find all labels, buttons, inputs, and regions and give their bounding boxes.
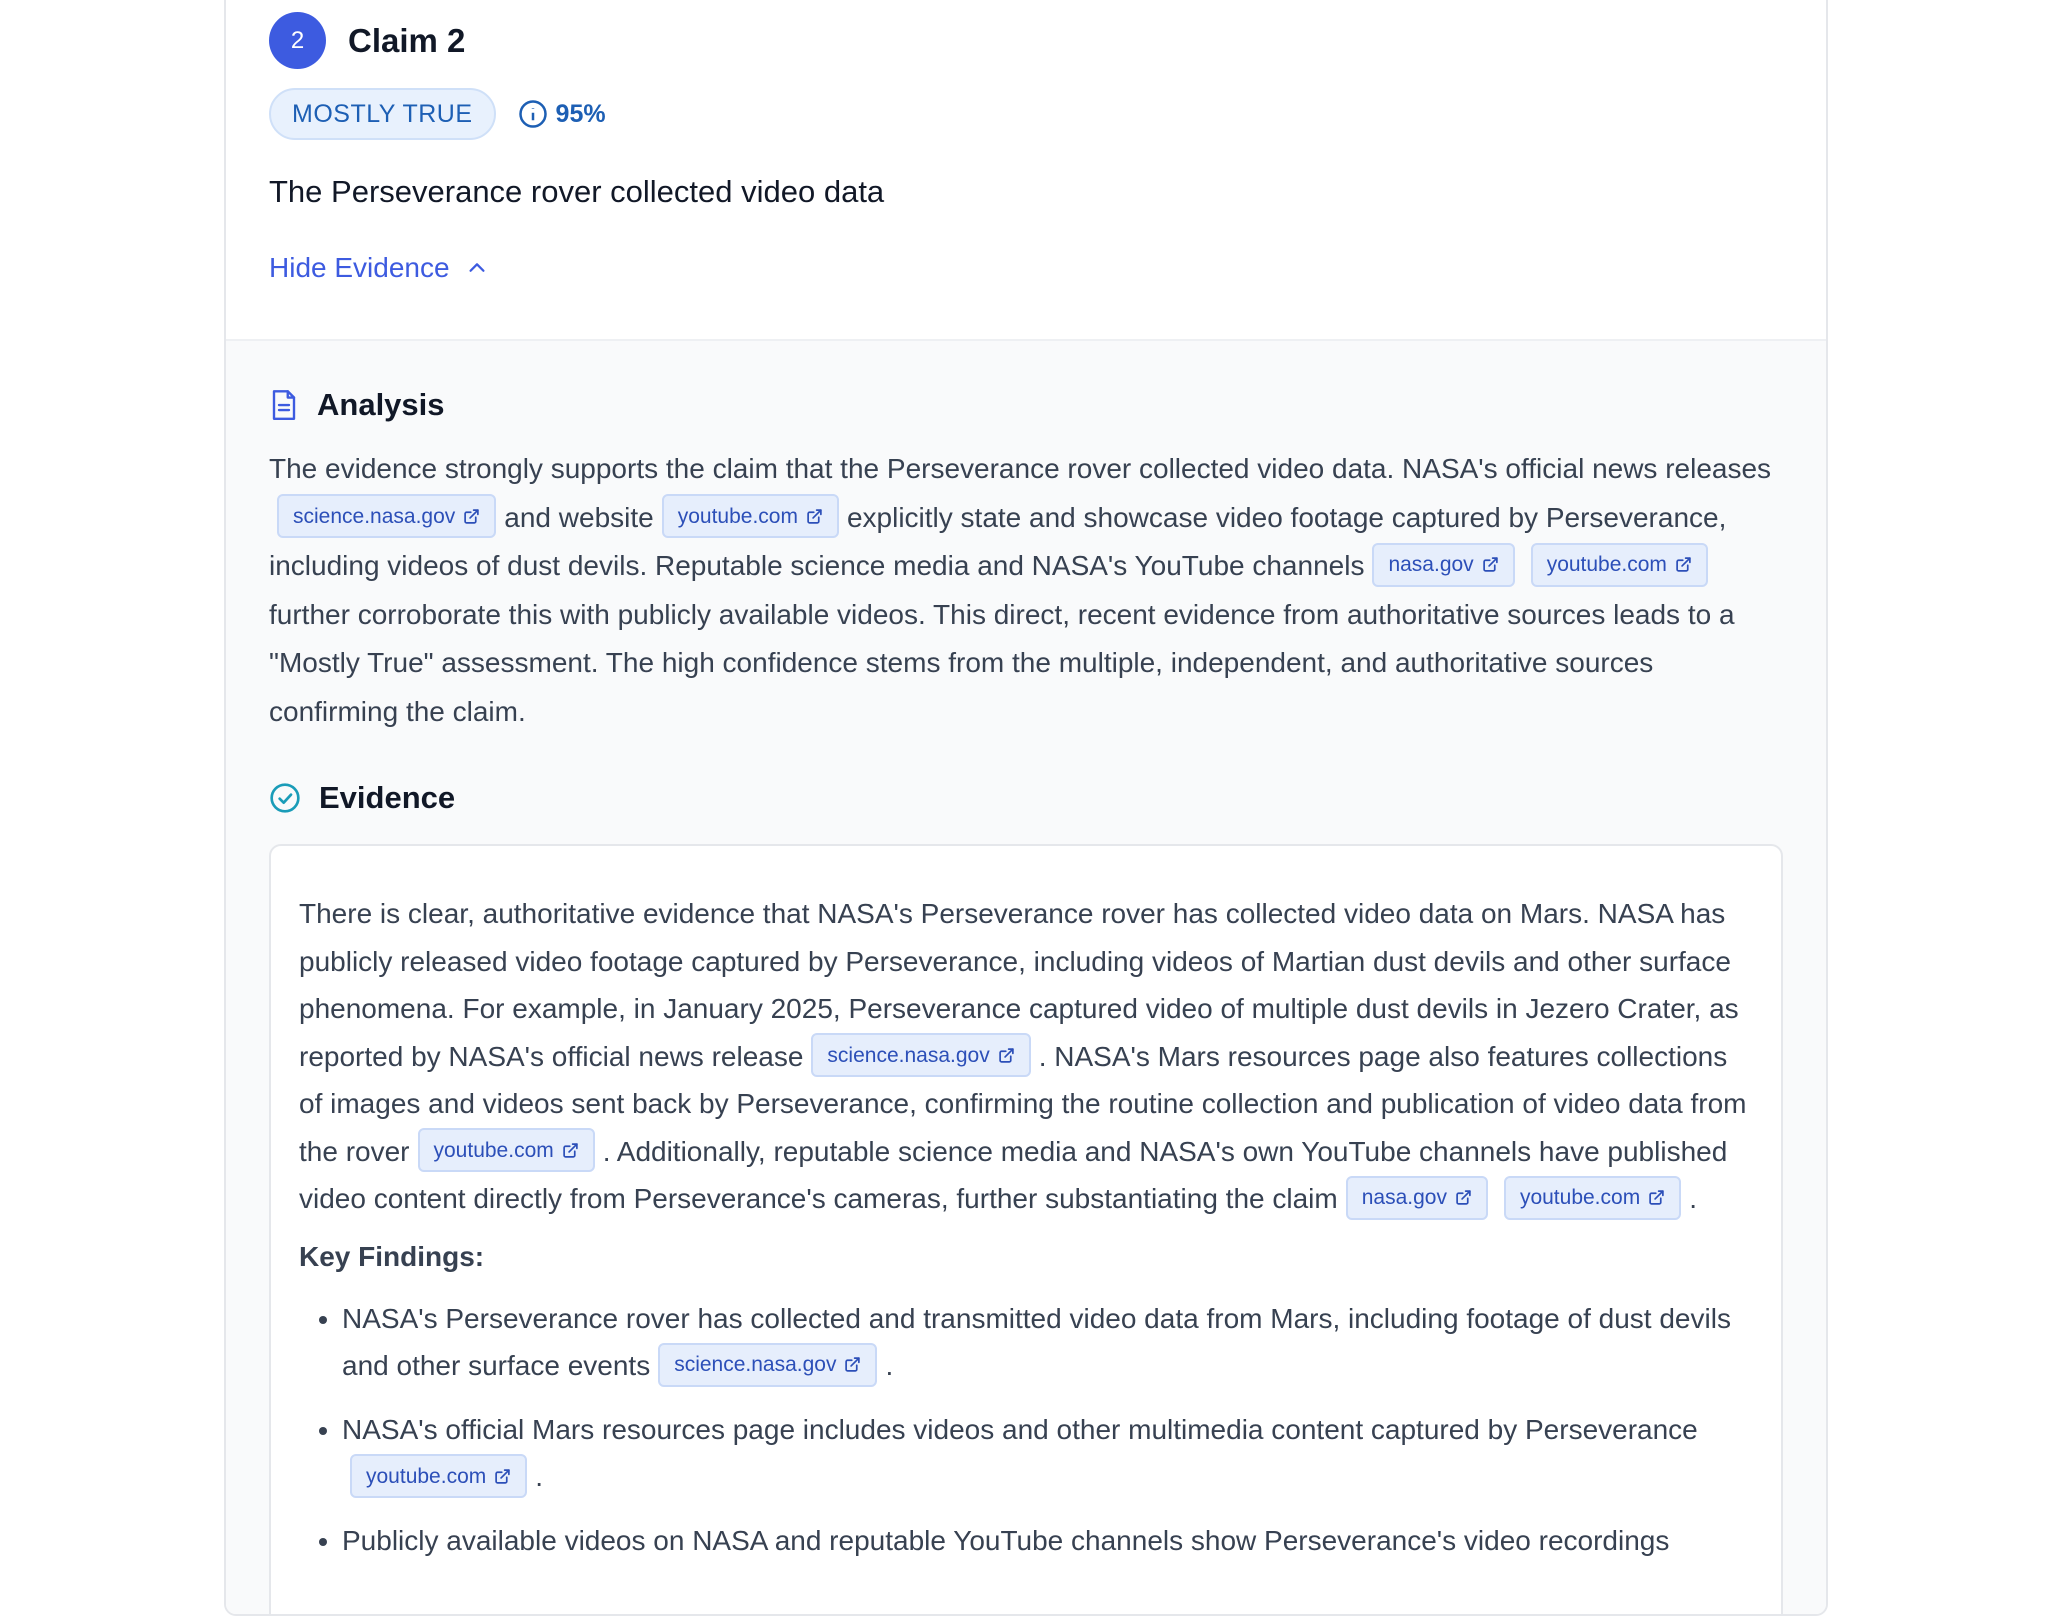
chevron-up-icon <box>466 257 488 279</box>
external-link-icon <box>806 508 823 525</box>
external-link-icon <box>844 1356 861 1373</box>
document-icon <box>269 388 299 422</box>
claim-title: Claim 2 <box>348 21 466 59</box>
source-chip-science-nasa[interactable] <box>277 494 496 538</box>
source-chip-nasa[interactable] <box>1346 1176 1488 1220</box>
external-link-icon <box>1455 1189 1472 1206</box>
analysis-text-2: and website <box>504 501 654 533</box>
chip-label: youtube.com <box>366 1464 487 1488</box>
source-chip-youtube-2[interactable] <box>1504 1176 1681 1220</box>
claim-text: The Perseverance rover collected video data <box>269 174 885 209</box>
source-chip-youtube[interactable] <box>418 1128 595 1172</box>
analysis-text <box>269 445 1783 736</box>
source-chip-youtube[interactable] <box>662 494 839 538</box>
chip-label: nasa.gov <box>1361 1186 1447 1210</box>
source-chip-science-nasa[interactable] <box>658 1343 877 1387</box>
confidence-indicator <box>518 99 606 129</box>
evidence-text-1: There is clear, authoritative evidence that NASA's Perseverance rover has collected video data on Mars. NASA has publicly released video footage captured by Perseverance, including videos of Martian dust devils and other surface phenomena. For example, in January 2025, Perseverance captured video of multiple dust devils in Jezero Crater, as reported by NASA's official news release <box>299 898 1739 1072</box>
external-link-icon <box>562 1142 579 1159</box>
chip-label: youtube.com <box>677 504 798 528</box>
source-chip-science-nasa[interactable] <box>811 1033 1030 1077</box>
analysis-text-3: explicitly state and showcase video footage captured by Perseverance, including videos of dust devils. Reputable science media and NASA's YouTube channels <box>269 501 1727 581</box>
source-chip-nasa[interactable] <box>1372 543 1514 587</box>
list-item <box>342 1295 1753 1390</box>
chip-label: science.nasa.gov <box>674 1353 837 1377</box>
external-link-icon <box>1648 1189 1665 1206</box>
analysis-heading-row <box>269 385 1783 425</box>
list-item <box>342 1517 1753 1565</box>
claim-title-row <box>269 12 465 69</box>
evidence-text-2: . NASA's Mars resources page also features collections of images and videos sent back by Perseverance, confirming the routine collection and publication of video data from the rover <box>299 1040 1747 1167</box>
external-link-icon <box>1675 556 1692 573</box>
list-item <box>342 1406 1753 1501</box>
source-chip-youtube-2[interactable] <box>1531 543 1708 587</box>
verdict-badge: MOSTLY TRUE <box>269 88 496 140</box>
evidence-text-4: . <box>1689 1183 1697 1215</box>
external-link-icon <box>494 1468 511 1485</box>
analysis-text-4: further corroborate this with publicly available videos. This direct, recent evidence from authoritative sources leads to a "Mostly True" assessment. The high confidence stems from the multiple, independent, and authoritative sources confirming the claim. <box>269 598 1735 727</box>
claim-card <box>224 0 1828 1616</box>
finding-end: . <box>535 1461 544 1493</box>
source-chip-youtube[interactable] <box>350 1454 527 1498</box>
chip-label: science.nasa.gov <box>827 1043 990 1067</box>
finding-text: NASA's Perseverance rover has collected and transmitted video data from Mars, including footage of dust devils and other surface events <box>342 1302 1731 1382</box>
chip-label: science.nasa.gov <box>293 504 456 528</box>
claim-number-badge: 2 <box>269 12 326 69</box>
finding-text: NASA's official Mars resources page includes videos and other multimedia content captured by Perseverance <box>342 1413 1698 1445</box>
finding-text: Publicly available videos on NASA and reputable YouTube channels show Perseverance's video recordings <box>342 1525 1670 1557</box>
external-link-icon <box>1482 556 1499 573</box>
evidence-heading-row <box>269 778 1783 818</box>
verdict-row <box>269 88 606 140</box>
confidence-value: 95% <box>555 99 606 128</box>
analysis-heading: Analysis <box>317 387 445 422</box>
chip-label: youtube.com <box>433 1138 554 1162</box>
evidence-details <box>226 339 1826 1616</box>
key-findings-heading: Key Findings: <box>299 1240 485 1272</box>
claim-header <box>226 0 1826 339</box>
analysis-text-1: The evidence strongly supports the claim that the Perseverance rover collected video data. NASA's official news releases <box>269 453 1772 484</box>
chip-label: youtube.com <box>1546 553 1667 577</box>
external-link-icon <box>998 1047 1015 1064</box>
evidence-heading: Evidence <box>319 780 456 815</box>
chip-label: nasa.gov <box>1388 553 1474 577</box>
hide-evidence-toggle[interactable] <box>269 252 488 284</box>
evidence-paragraph <box>299 890 1753 1223</box>
chip-label: youtube.com <box>1519 1186 1641 1210</box>
info-circle-icon <box>518 99 548 129</box>
evidence-box <box>269 844 1783 1616</box>
finding-end: . <box>885 1350 894 1382</box>
evidence-text-3: . Additionally, reputable science media and NASA's own YouTube channels have published video content directly from Perseverance's cameras, further substantiating the claim <box>299 1135 1728 1215</box>
external-link-icon <box>463 508 480 525</box>
key-findings-list <box>299 1295 1753 1565</box>
check-circle-icon <box>269 782 301 814</box>
toggle-label: Hide Evidence <box>269 252 450 283</box>
